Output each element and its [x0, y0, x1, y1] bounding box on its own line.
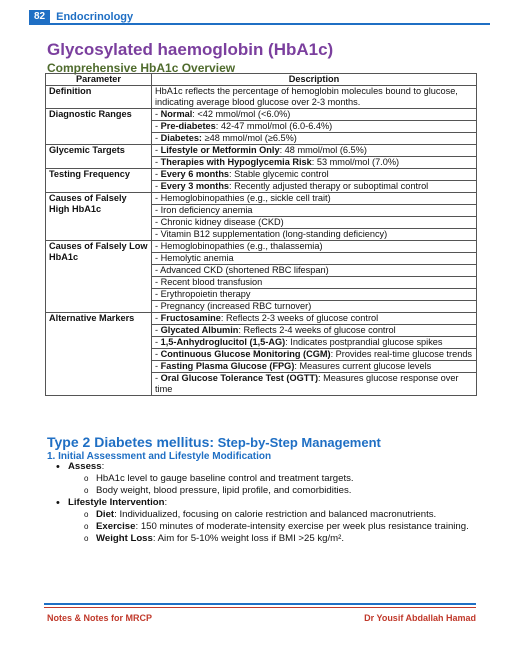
parameter-cell: Testing Frequency: [46, 169, 152, 193]
cell-line: - Glycated Albumin: Reflects 2-4 weeks of glucose control: [152, 325, 476, 337]
footer-author: Dr Yousif Abdallah Hamad: [364, 613, 476, 623]
cell-line: - 1,5-Anhydroglucitol (1,5-AG): Indicates postprandial glucose spikes: [152, 337, 476, 349]
cell-line: - Continuous Glucose Monitoring (CGM): Provides real-time glucose trends: [152, 349, 476, 361]
chapter-title: Endocrinology: [56, 10, 134, 23]
management-heading: Type 2 Diabetes mellitus: Step-by-Step Management: [47, 434, 381, 450]
cell-line: - Fasting Plasma Glucose (FPG): Measures current glucose levels: [152, 361, 476, 373]
description-cell: [152, 193, 477, 241]
table-row: [46, 313, 477, 396]
cell-line: - Hemolytic anemia: [152, 253, 476, 265]
sub-list-item: o Body weight, blood pressure, lipid profile, and comorbidities.: [68, 485, 477, 497]
parameter-cell: Glycemic Targets: [46, 145, 152, 169]
footer-left-text: Notes & Notes for MRCP: [47, 613, 153, 623]
cell-line: - Erythropoietin therapy: [152, 289, 476, 301]
table-row: [46, 241, 477, 313]
cell-line: - Every 3 months: Recently adjusted therapy or suboptimal control: [155, 181, 429, 191]
parameter-cell: Causes of Falsely Low HbA1c: [46, 241, 152, 313]
cell-line: - Normal: <42 mmol/mol (<6.0%): [152, 109, 476, 121]
table-row: [46, 193, 477, 241]
page-title: Glycosylated haemoglobin (HbA1c): [47, 40, 334, 59]
page-number: 82: [29, 10, 50, 23]
cell-line: - Every 6 months: Stable glycemic control: [152, 169, 476, 181]
cell-line: - Fructosamine: Reflects 2-3 weeks of glucose control: [152, 313, 476, 325]
table-row: [46, 169, 477, 193]
sub-list-item: o Diet: Individualized, focusing on calorie restriction and balanced macronutrients.: [68, 509, 477, 521]
description-cell: HbA1c reflects the percentage of hemoglobin molecules bound to glucose, indicating average blood glucose over 2-3 months.: [152, 86, 477, 109]
cell-line: - Diabetes: ≥48 mmol/mol (≥6.5%): [155, 133, 297, 143]
table-row: [46, 86, 477, 109]
cell-line: - Hemoglobinopathies (e.g., thalassemia): [152, 241, 476, 253]
parameter-cell: Diagnostic Ranges: [46, 109, 152, 145]
description-cell: [152, 145, 477, 169]
description-cell: [152, 109, 477, 145]
header-rule: [29, 23, 490, 25]
description-cell: [152, 241, 477, 313]
cell-line: - Chronic kidney disease (CKD): [152, 217, 476, 229]
sub-list-item: o Exercise: 150 minutes of moderate-intensity exercise per week plus resistance training.: [68, 521, 477, 533]
table-header-row: [46, 74, 477, 86]
table-row: [46, 145, 477, 169]
parameter-cell: Alternative Markers: [46, 313, 152, 396]
description-cell: [152, 169, 477, 193]
cell-line: - Hemoglobinopathies (e.g., sickle cell trait): [152, 193, 476, 205]
column-header: Description: [152, 74, 477, 86]
cell-line: - Pregnancy (increased RBC turnover): [155, 301, 312, 311]
parameter-cell: Causes of Falsely High HbA1c: [46, 193, 152, 241]
description-cell: [152, 313, 477, 396]
footer-rule: [44, 603, 476, 605]
footer-rule-accent: [44, 607, 476, 608]
management-list: [47, 461, 477, 545]
cell-line: - Recent blood transfusion: [152, 277, 476, 289]
list-item: • Lifestyle Intervention: o Diet: Individualized, focusing on calorie restriction and balanced macronutrients. o Exercise: 150 minutes of moderate-intensity exercise per week plus resistance training. o Weight Loss: Aim for 5-10% weight loss if BMI >25 kg/m².: [47, 497, 477, 545]
column-header: Parameter: [46, 74, 152, 86]
cell-line: - Oral Glucose Tolerance Test (OGTT): Measures glucose response over time: [155, 373, 459, 394]
section-subtitle: Comprehensive HbA1c Overview: [47, 61, 236, 75]
table-row: [46, 109, 477, 145]
step-heading: 1. Initial Assessment and Lifestyle Modification: [47, 451, 272, 462]
cell-line: - Advanced CKD (shortened RBC lifespan): [152, 265, 476, 277]
cell-line: - Therapies with Hypoglycemia Risk: 53 mmol/mol (7.0%): [155, 157, 400, 167]
sub-list-item: o Weight Loss: Aim for 5-10% weight loss if BMI >25 kg/m².: [68, 533, 477, 545]
page-header: [29, 10, 133, 23]
cell-line: - Vitamin B12 supplementation (long-standing deficiency): [155, 229, 388, 239]
list-item: • Assess: o HbA1c level to gauge baseline control and treatment targets. o Body weight, blood pressure, lipid profile, and comorbidities.: [47, 461, 477, 497]
cell-line: - Lifestyle or Metformin Only: 48 mmol/mol (6.5%): [152, 145, 476, 157]
hba1c-table: [45, 73, 477, 396]
cell-line: - Pre-diabetes: 42-47 mmol/mol (6.0-6.4%): [152, 121, 476, 133]
parameter-cell: Definition: [46, 86, 152, 109]
cell-line: - Iron deficiency anemia: [152, 205, 476, 217]
sub-list-item: o HbA1c level to gauge baseline control and treatment targets.: [68, 473, 477, 485]
